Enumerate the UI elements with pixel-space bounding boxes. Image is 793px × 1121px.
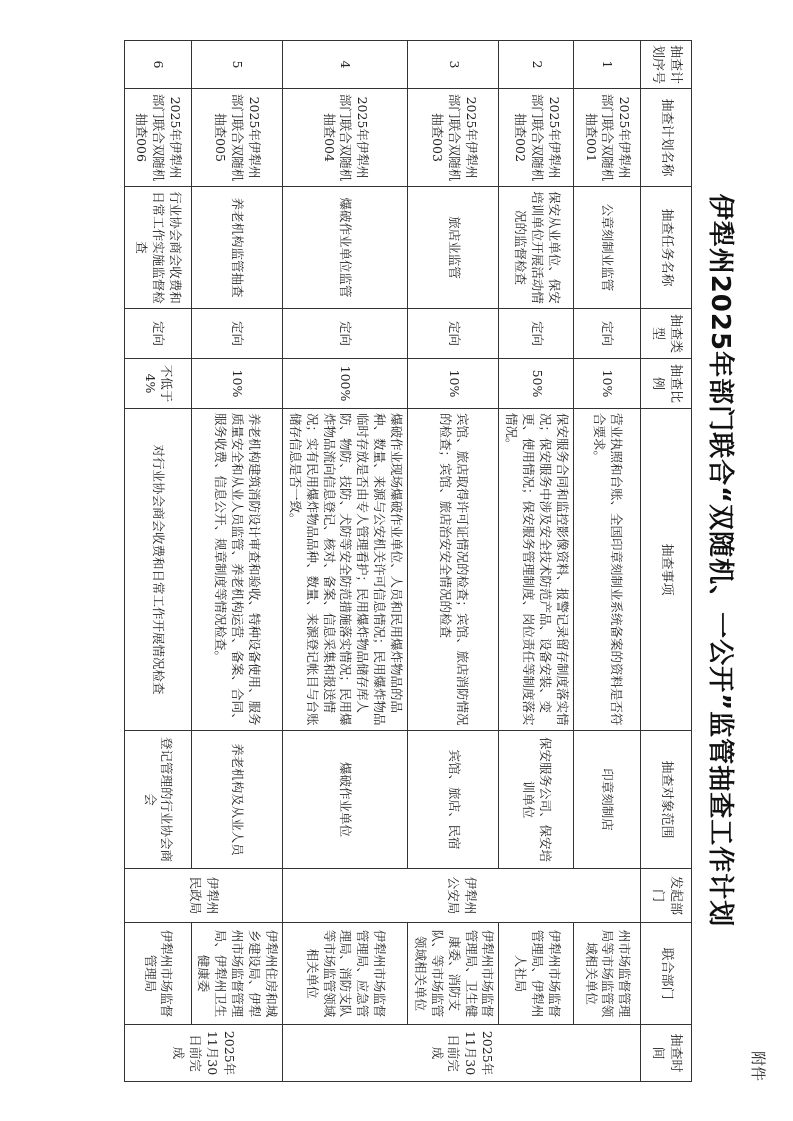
- header-items: 抽查事项: [641, 409, 692, 731]
- header-task-name: 抽查任务名称: [641, 187, 692, 309]
- cell-seq: 1: [574, 41, 641, 89]
- cell-initiator: 伊犁州公安局: [283, 869, 641, 923]
- cell-ratio: 100%: [283, 359, 408, 409]
- cell-task-name: 公章刻制业监管: [574, 187, 641, 309]
- cell-task-name: 爆破作业单位监管: [283, 187, 408, 309]
- cell-scope: 养老机构及从业人员: [191, 731, 282, 869]
- cell-plan-name: 2025年伊犁州部门联合双随机抽查003: [408, 89, 499, 187]
- cell-items: 爆破作业现场爆破作业单位、人员和民用爆炸物品的品种、数量、来源与公安机关许可信息情况；民用爆炸物品临时存放是否由专人管理看护；民用爆炸物品储存库人防、物防、技防、犬防等安全防范措施落实情况；民用爆炸物品流向信息登记、核对、备案、信息采集和报送情况；实有民用爆炸物品品种、数量、来源登记帐目与台账储存信息是否一致。: [283, 409, 408, 731]
- header-plan-name: 抽查计划名称: [641, 89, 692, 187]
- cell-items: 养老机构建筑消防设计审查和验收、特种设备使用、服务质量安全和从业人员监管、养老机构运营、备案、合同、服务收费、信息公开、规章制度等情况检查。: [191, 409, 282, 731]
- table-row: [191, 41, 282, 1082]
- plan-table: [124, 40, 692, 1082]
- cell-type: 定向: [574, 309, 641, 359]
- cell-ratio: 10%: [574, 359, 641, 409]
- cell-plan-name: 2025年伊犁州部门联合双随机抽查006: [124, 89, 191, 187]
- cell-plan-name: 2025年伊犁州部门联合双随机抽查005: [191, 89, 282, 187]
- table-row: [499, 41, 574, 1082]
- cell-joint: 伊犁州住房和城乡建设局、伊犁州市场监督管理局、伊犁州卫生健康委: [191, 923, 282, 1025]
- annex-label: 附件: [749, 1050, 767, 1081]
- cell-scope: 保安服务公司、保安培训单位: [499, 731, 574, 869]
- cell-time: 2025年11月30日前完成: [124, 1025, 282, 1082]
- cell-joint: 伊犁州市场监督管理局、卫生健康委、消防支队、等市场监管领域相关单位: [408, 923, 499, 1025]
- cell-task-name: 行业协会商会收费和日常工作实施监督检查: [124, 187, 191, 309]
- document-title: 伊犁州2025年部门联合“双随机、一公开”监管抽查工作计划: [705, 193, 735, 928]
- cell-type: 定向: [408, 309, 499, 359]
- cell-items: 宾馆、旅店取得许可证情况的检查；宾馆、旅店消防情况的检查；宾馆、旅店治安安全情况的检查: [408, 409, 499, 731]
- cell-task-name: 旅店业监管: [408, 187, 499, 309]
- cell-plan-name: 2025年伊犁州部门联合双随机抽查001: [574, 89, 641, 187]
- cell-plan-name: 2025年伊犁州部门联合双随机抽查002: [499, 89, 574, 187]
- cell-task-name: 保安从业单位、保安培训单位开展活动情况的监督检查: [499, 187, 574, 309]
- header-ratio: 抽查比例: [641, 359, 692, 409]
- cell-seq: 5: [191, 41, 282, 89]
- cell-joint: 伊犁州市场监督管理局: [124, 923, 191, 1025]
- cell-scope: 登记管理的行业协会商会: [124, 731, 191, 869]
- table-header-row: [641, 41, 692, 1082]
- cell-seq: 6: [124, 41, 191, 89]
- cell-joint: 伊犁州市场监督管理局、应急管理局、消防支队等市场监管领域相关单位: [283, 923, 408, 1025]
- table-row: [124, 41, 191, 1082]
- cell-ratio: 10%: [408, 359, 499, 409]
- header-joint: 联合部门: [641, 923, 692, 1025]
- cell-items: 保安服务合同和监控影像资料、报警记录留存制度落实情况；保安服务中涉及安全技术防范产品、设备安装、变更、使用情况；保安服务管理制度、岗位责任等制度落实情况。: [499, 409, 574, 731]
- cell-plan-name: 2025年伊犁州部门联合双随机抽查004: [283, 89, 408, 187]
- table-row: [283, 41, 408, 1082]
- header-seq: 抽查计划序号: [641, 41, 692, 89]
- table-row: [408, 41, 499, 1082]
- header-type: 抽查类型: [641, 309, 692, 359]
- cell-scope: 印章刻制店: [574, 731, 641, 869]
- cell-items: 对行业协会商会收费和日常工作开展情况检查: [124, 409, 191, 731]
- cell-seq: 3: [408, 41, 499, 89]
- header-scope: 抽查对象范围: [641, 731, 692, 869]
- table-row: [574, 41, 641, 1082]
- cell-scope: 宾馆、旅店、民宿: [408, 731, 499, 869]
- cell-seq: 2: [499, 41, 574, 89]
- cell-ratio: 50%: [499, 359, 574, 409]
- cell-type: 定向: [191, 309, 282, 359]
- cell-time: 2025年11月30日前完成: [283, 1025, 641, 1082]
- header-initiator: 发起部门: [641, 869, 692, 923]
- cell-type: 定向: [499, 309, 574, 359]
- header-time: 抽查时间: [641, 1025, 692, 1082]
- cell-joint: 州市场监督管理局等市场监管领域相关单位: [574, 923, 641, 1025]
- cell-type: 定向: [283, 309, 408, 359]
- cell-initiator: 伊犁州民政局: [124, 869, 282, 923]
- cell-ratio: 10%: [191, 359, 282, 409]
- cell-task-name: 养老机构监管抽查: [191, 187, 282, 309]
- cell-joint: 伊犁州市场监督管理局、伊犁州人社局: [499, 923, 574, 1025]
- cell-type: 定向: [124, 309, 191, 359]
- cell-seq: 4: [283, 41, 408, 89]
- cell-scope: 爆破作业单位: [283, 731, 408, 869]
- cell-ratio: 不低于4%: [124, 359, 191, 409]
- cell-items: 营业执照和台账、全国印章刻制业系统备案的资料是否符合要求。: [574, 409, 641, 731]
